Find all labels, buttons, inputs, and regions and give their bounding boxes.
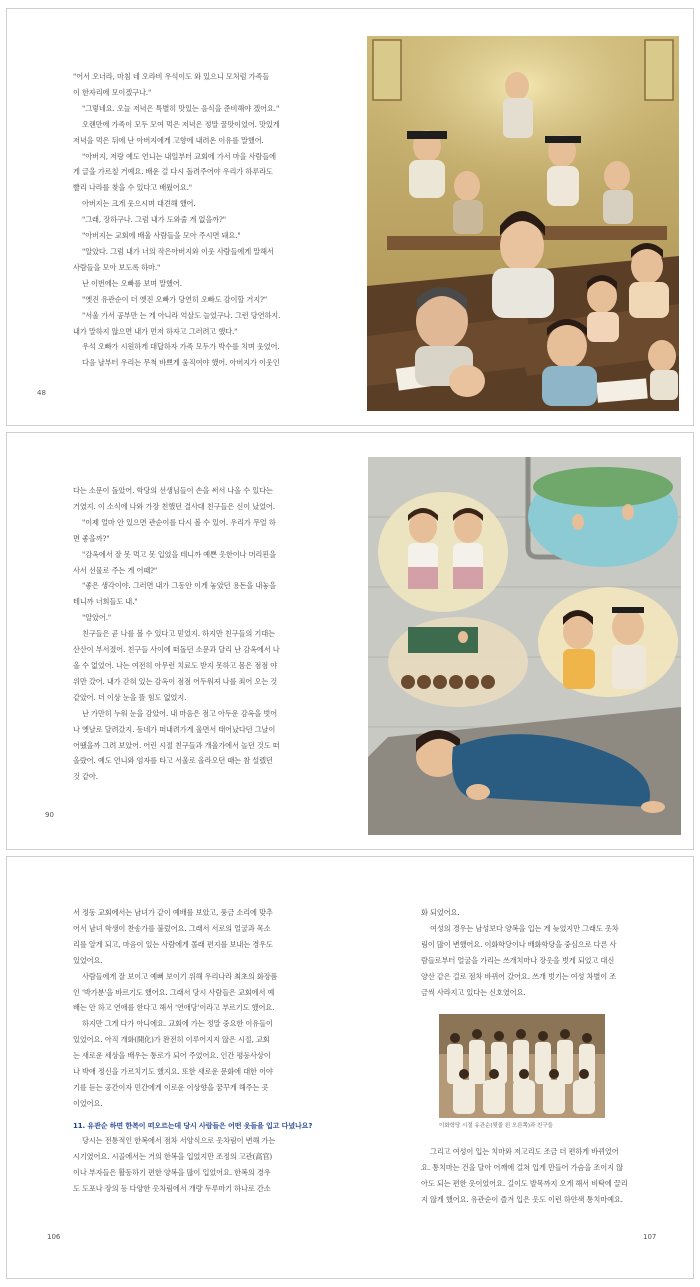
text-line: "그래, 장하구나. 그럼 내가 도와줄 게 없을까?": [82, 215, 226, 225]
text-line: 어서 남녀 학생이 찬송가를 불렀어요. 그래서 서로의 얼굴과 목소: [73, 923, 271, 933]
text-line: 아버지는 크게 웃으시며 대견해 했어.: [82, 199, 196, 209]
text-line: 금씩 사라지고 있다는 신호였어요.: [421, 987, 526, 997]
page-107-text-top: [421, 905, 671, 1000]
text-line: 저녁을 먹은 뒤에 난 아버지에게 고향에 내려온 이유를 말했어.: [73, 135, 264, 145]
text-line: "아버지, 저랑 예도 언니는 내일부터 교회에 가서 마을 사람들에: [82, 151, 276, 161]
text-line: 지 않게 했어요. 유관순이 즐겨 입은 옷도 이런 하얀색 통치마예요.: [421, 1194, 623, 1204]
text-line: 화 되었어요.: [421, 908, 460, 917]
page-number-right: 107: [643, 1233, 657, 1241]
text-line: 나 박애 정신을 가르치기도 했지요. 또한 새로운 문화에 대한 이야: [73, 1067, 273, 1077]
text-line: 올 수 없었어. 나는 여전히 아무런 치료도 받지 못하고 몸은 점점 야: [73, 660, 278, 670]
book-spread-1: [6, 8, 694, 426]
text-line: "그렇네요. 오늘 저녁은 특별히 맛있는 음식을 준비해야 겠어요.": [82, 103, 280, 113]
text-line: 이 한자리에 모이겠구나.": [73, 87, 152, 97]
text-line: 양산 같은 걸로 점차 바뀌어 갔어요. 쓰개 벗기는 여성 차별이 조: [421, 971, 617, 981]
text-line: 는 새로운 세상을 배우는 통로가 되어 주었어요. 인간 평등사상이: [73, 1051, 271, 1061]
text-line: "좋은 생각이야. 그러면 내가 그동안 이게 놓았던 용돈을 내놓을: [82, 581, 276, 591]
text-line: "알았다. 그럼 내가 너의 작은아버지와 이웃 사람들에게 말해서: [82, 246, 274, 256]
text-line: 림이 많이 변했어요. 이화학당이나 배화학당을 중심으로 다른 사: [421, 939, 617, 949]
text-line: 오랜만에 가족이 모두 모여 먹은 저녁은 정말 꿀맛이었어. 맛있게: [82, 119, 280, 129]
text-line: 면 좋을까?": [73, 533, 110, 543]
text-line: 도 도포나 장의 등 다양한 옷차림에서 개량 두루마기 하나로 간소: [73, 1183, 271, 1193]
historic-group-photo: [439, 1014, 605, 1118]
text-line: 게 글을 가르칠 거예요. 배운 걸 다시 돌려주어야 우리가 하루라도: [73, 167, 273, 177]
text-line: "서울 가서 공부만 는 게 아니라 억살도 늘었구나. 그런 당연하지.: [82, 310, 281, 320]
text-line: 난 이번에는 오빠를 보며 말했어.: [82, 278, 182, 288]
text-line: 거였지. 이 소식에 나와 가장 친했던 결사대 친구들은 신이 났었어.: [73, 501, 275, 511]
text-line: "아버지는 교회에 배울 사람들을 모아 주시면 돼요.": [82, 231, 241, 241]
text-line: 이었어요.: [73, 1098, 103, 1108]
text-line: 있었어요. 아직 개화(開化)가 완전히 이루어지지 않은 시절, 교회: [73, 1035, 270, 1045]
text-line: "알았어.": [82, 613, 112, 623]
text-line: 어땠을까 그려 보았어. 어린 시절 친구들과 개울가에서 놀던 것도 떠: [73, 740, 280, 750]
text-line: 나 옛날로 달려갔지. 동네가 떠내려가게 울면서 태어났다던 그날이: [73, 724, 276, 734]
text-line: 하지만 그게 다가 아니에요. 교회에 가는 정말 중요한 이유들이: [82, 1019, 273, 1029]
text-line: 아도 되는 편한 옷이었어요. 길이도 발목까지 오게 해서 비탁에 끌리: [421, 1178, 628, 1188]
text-line: 산산이 부서졌어. 친구들 사이에 떠돌던 소문과 달리 난 감옥에서 나: [73, 645, 280, 655]
text-line: 배는 안 하고 연애를 한다고 해서 '연애당'이라고 부르기도 했어요.: [73, 1003, 275, 1013]
text-line: 그리고 여성이 입는 치마와 저고리도 조금 더 편하게 바뀌었어: [430, 1147, 619, 1156]
classroom-illustration: [367, 36, 679, 411]
text-line: 것 같아.: [73, 772, 98, 782]
page-number: 90: [45, 811, 54, 819]
text-line: "옛진 유관순이 더 옛진 오빠가 당연히 오빠도 감이할 거지?": [82, 294, 268, 304]
text-line: "감옥에서 잘 못 먹고 못 입었을 테니까 예쁜 옷한이나 머리핀을: [82, 549, 276, 559]
text-line: "어서 오너라, 마침 네 오라비 우석이도 와 있으니 모처럼 가족들: [73, 72, 270, 81]
page-number: 48: [37, 389, 46, 397]
text-line: 다는 소문이 돌았어. 학당의 선생님들이 손을 써서 나올 수 있다는: [73, 486, 273, 495]
prison-dream-illustration: [368, 457, 681, 835]
text-line: 같았어. 더 이상 눈을 뜰 힘도 없었지.: [73, 692, 187, 702]
page-106-text: [73, 905, 323, 1196]
text-line: 사람들에게 잘 보이고 예뻐 보이기 위해 우리나라 최초의 화장품: [82, 971, 278, 981]
text-line: 당시는 전통적인 한복에서 점차 서양식으로 옷차림이 변해 가는: [82, 1135, 276, 1145]
text-line: 다음 날부터 우리는 무척 바쁘게 움직여야 했어. 아버지가 이웃인: [82, 358, 280, 368]
text-line: 위만 갔어. 내가 갇혀 있는 감옥이 점점 어두워져 나를 죄어 오는 것: [73, 676, 278, 686]
page-48-text: [73, 69, 313, 371]
text-line: 우석 오빠가 시원하게 대답하자 가족 모두가 박수를 치며 웃었어.: [82, 342, 280, 352]
text-line: 사서 선물로 주는 게 어때?": [73, 565, 158, 575]
text-line: 올랐어. 예도 언니와 엄자를 타고 서울로 올라오던 때는 참 설렜던: [73, 756, 273, 766]
text-line: 있었어요.: [73, 955, 103, 965]
text-line: 사람들을 모아 보도록 하마.": [73, 262, 161, 272]
text-line: 시기였어요. 시골에서는 거의 한복을 입었지만 조정의 고관(高官): [73, 1151, 273, 1161]
page-90-text: [73, 483, 313, 785]
text-line: 여성의 경우는 남성보다 양복을 입는 게 늦었지만 그래도 옷차: [430, 923, 619, 933]
book-spread-3: [6, 856, 694, 1279]
text-line: 인 '박가분'을 바르기도 했어요. 그래서 당시 사람들은 교회에서 예: [73, 987, 275, 997]
text-line: 리를 알게 되고, 마음이 있는 사람에게 몰래 편지를 보내는 경우도: [73, 939, 273, 949]
text-line: 요. 통치마는 건을 달아 어깨에 걸쳐 입게 만들어 가슴을 조이지 않: [421, 1162, 623, 1172]
book-spread-2: [6, 432, 694, 850]
text-line: 서 정동 교회에서는 남녀가 같이 예배를 보았고, 풍금 소리에 맞추: [73, 908, 273, 917]
text-line: 기를 듣는 공간이자 민간에게 이로운 이상향을 꿈꾸게 해주는 곳: [73, 1082, 269, 1092]
text-line: 내가 말하지 않으면 내가 먼저 하자고 그러려고 했다.": [73, 326, 238, 336]
text-line: "이제 얼마 안 있으면 관순이를 다시 볼 수 있어. 우리가 무얼 하: [82, 517, 276, 527]
photo-caption: 이화학당 시절 유관순(뒷줄 왼 오른쪽)과 친구들: [439, 1123, 553, 1129]
text-line: 테니까 너희들도 내.": [73, 597, 138, 607]
text-line: 난 가만히 누워 눈을 감았어. 내 마음은 점고 아두운 감옥을 벗어: [82, 708, 278, 718]
page-107-text-bottom: [421, 1144, 671, 1208]
text-line: 친구들은 곧 나를 볼 수 있다고 믿었지. 하지만 친구들의 기대는: [82, 629, 275, 639]
text-line: 이나 부자들은 활동하기 편한 양복을 많이 입었어요. 한복의 경우: [73, 1167, 271, 1177]
text-line: 빨리 나라를 찾을 수 있다고 배웠어요.": [73, 183, 192, 193]
question-heading: 11. 유관순 하면 한복이 떠오르는데 당시 사람들은 어떤 옷들을 입고 다녔나요?: [73, 1121, 313, 1130]
text-line: 람들로부터 얼굴을 가리는 쓰개치마나 장옷을 벗게 되었고 대신: [421, 955, 615, 965]
page-number-left: 106: [47, 1233, 61, 1241]
